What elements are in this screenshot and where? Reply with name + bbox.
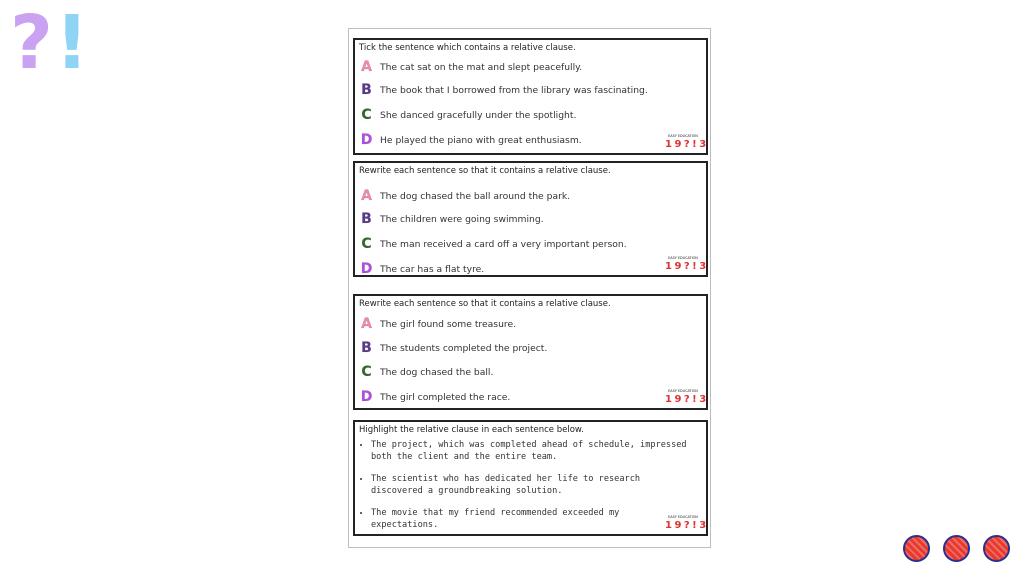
letter-d-icon: D (360, 388, 373, 405)
letter-c-icon: C (361, 235, 372, 252)
sentence-list (359, 440, 691, 542)
question-card-1 (353, 38, 708, 155)
list-item: • The project, which was completed ahead of schedule, impressed both the client and the entire team. (371, 440, 691, 463)
option-text: The book that I borrowed from the library was fascinating. (380, 84, 648, 96)
red-dot-icon[interactable] (903, 535, 930, 562)
red-dot-icon[interactable] (983, 535, 1010, 562)
option-text: The girl completed the race. (380, 391, 511, 403)
exclamation-mark: ! (54, 0, 89, 86)
list-item: • The scientist who has dedicated her life to research discovered a groundbreaking solution. (371, 474, 691, 497)
option-c[interactable] (359, 234, 627, 254)
option-text: The car has a flat tyre. (380, 263, 485, 275)
worksheet-page (348, 28, 711, 548)
letter-a-icon: A (361, 187, 372, 204)
letter-d-icon: D (360, 131, 373, 148)
question-card-4 (353, 420, 708, 536)
option-text: The children were going swimming. (380, 213, 544, 225)
letter-b-icon: B (361, 339, 372, 356)
option-text: The dog chased the ball around the park. (380, 190, 571, 202)
option-a[interactable] (359, 57, 582, 77)
option-d[interactable] (359, 259, 484, 279)
question-mark: ? (10, 0, 53, 86)
option-a[interactable] (359, 314, 516, 334)
option-text: She danced gracefully under the spotlight. (380, 109, 577, 121)
letter-d-icon: D (360, 260, 373, 277)
easy-education-logo: EASY EDUCATION 1 9 ? ! 3 (665, 256, 706, 272)
letter-c-icon: C (361, 106, 372, 123)
slide-nav-dots (903, 535, 1010, 562)
card-title: Tick the sentence which contains a relative clause. (359, 43, 576, 53)
easy-education-logo: EASY EDUCATION 1 9 ? ! 3 (665, 389, 706, 405)
letter-b-icon: B (361, 81, 372, 98)
letter-b-icon: B (361, 210, 372, 227)
easy-education-logo: EASY EDUCATION 1 9 ? ! 3 (665, 515, 706, 531)
option-d[interactable] (359, 130, 582, 150)
option-text: The girl found some treasure. (380, 318, 517, 330)
option-text: The dog chased the ball. (380, 366, 494, 378)
option-d[interactable] (359, 387, 510, 407)
red-dot-icon[interactable] (943, 535, 970, 562)
option-c[interactable] (359, 362, 493, 382)
option-c[interactable] (359, 105, 576, 125)
card-title: Rewrite each sentence so that it contains a relative clause. (359, 299, 611, 309)
option-text: The man received a card off a very important person. (380, 238, 627, 250)
card-title: Rewrite each sentence so that it contains a relative clause. (359, 166, 611, 176)
option-a[interactable] (359, 186, 570, 206)
question-exclamation-decoration (10, 0, 89, 86)
letter-a-icon: A (361, 315, 372, 332)
card-title: Highlight the relative clause in each sentence below. (359, 425, 584, 435)
letter-c-icon: C (361, 363, 372, 380)
option-text: The cat sat on the mat and slept peacefully. (380, 61, 583, 73)
question-card-3 (353, 294, 708, 410)
option-text: He played the piano with great enthusiasm. (380, 134, 582, 146)
option-text: The students completed the project. (380, 342, 548, 354)
option-b[interactable] (359, 338, 547, 358)
option-b[interactable] (359, 80, 648, 100)
letter-a-icon: A (361, 58, 372, 75)
easy-education-logo: EASY EDUCATION 1 9 ? ! 3 (665, 134, 706, 150)
question-card-2 (353, 161, 708, 277)
list-item: • The movie that my friend recommended exceeded my expectations. (371, 508, 691, 531)
option-b[interactable] (359, 209, 544, 229)
